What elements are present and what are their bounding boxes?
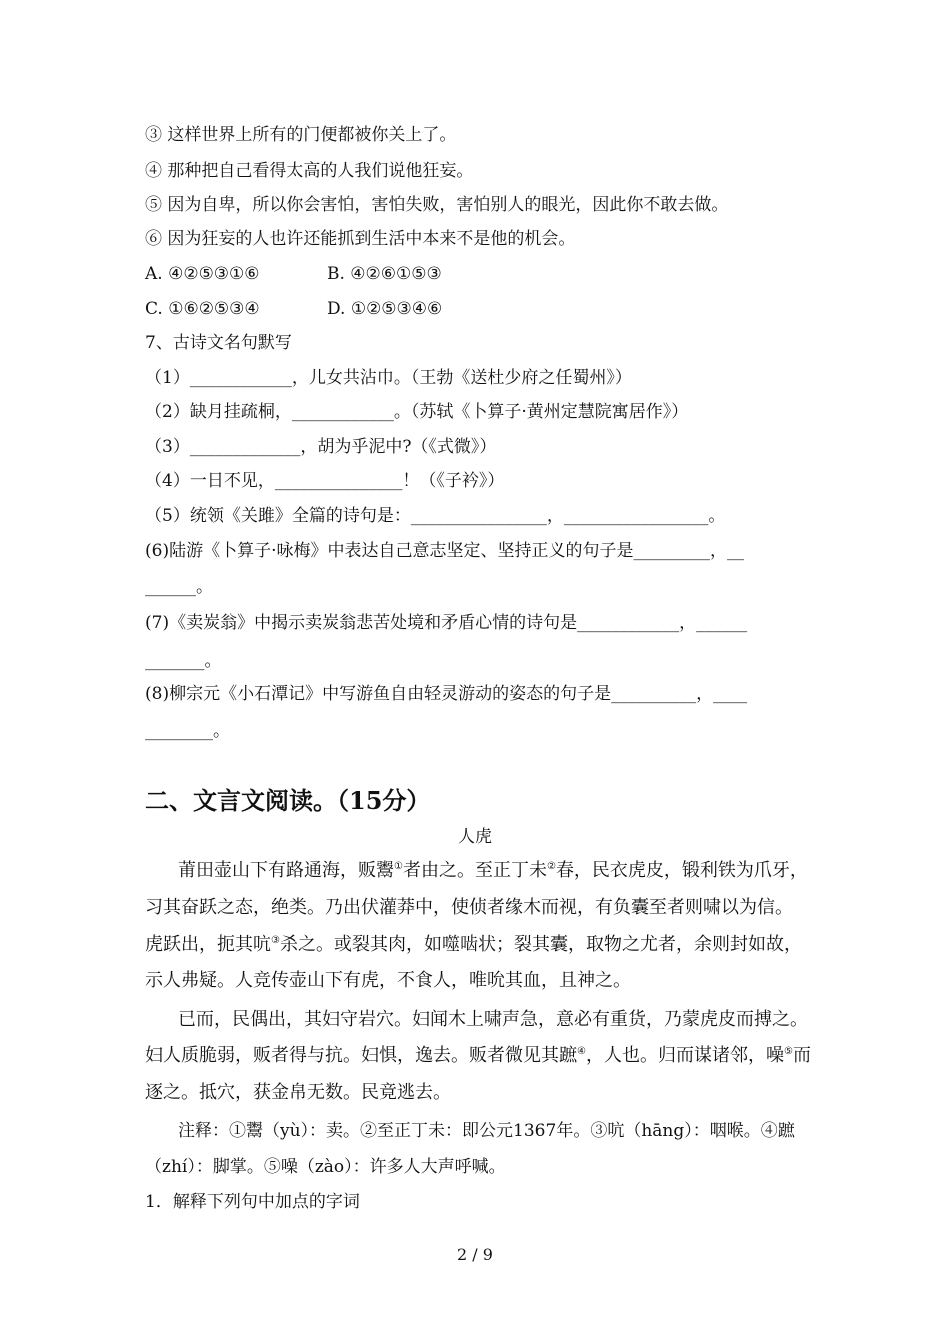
passage-p2-line-1: 已而，民偶出，其妇守岩穴。妇闻木上啸声急，意必有重货，乃蒙虎皮而搏之。 — [178, 1009, 808, 1030]
q7-item-7-cont: _______。 — [145, 651, 222, 671]
q7-item-8: (8)柳宗元《小石潭记》中写游鱼自由轻灵游动的姿态的句子是__________，____ — [145, 684, 748, 704]
q7-item-3: （3）_____________，胡为乎泥中?（《式微》） — [145, 437, 497, 457]
footnote-marker: ③ — [271, 935, 280, 946]
passage-p2-line-2: 妇人质脆弱，贩者得与抗。妇惧，逸去。贩者微见其蹠④，人也。归而谋诸邻，噪⑤而 — [145, 1045, 811, 1066]
footnote-marker: ② — [546, 861, 556, 872]
notes-line-2: （zhí）：脚掌。⑤噪（zào）：许多人大声呼喊。 — [145, 1157, 506, 1177]
options-row-2 — [145, 298, 442, 320]
notes-line-1: 注释：①鬻（yù）：卖。②至正丁未：即公元1367年。③吭（hāng）：咽喉。④蹠 — [178, 1121, 795, 1141]
option-c: C. ①⑥②⑤③④ — [145, 299, 260, 319]
option-d: D. ①②⑤③④⑥ — [327, 299, 443, 319]
question-1: 1．解释下列句中加点的字词 — [145, 1192, 360, 1212]
page-number: 2 / 9 — [457, 1245, 493, 1264]
q7-item-6-cont: ______。 — [145, 577, 213, 597]
section-2-heading: 二、文言文阅读。（15分） — [145, 786, 431, 815]
sentence-5: ⑤ 因为自卑，所以你会害怕，害怕失败，害怕别人的眼光，因此你不敢去做。 — [145, 195, 729, 215]
footnote-marker: ① — [394, 861, 403, 872]
options-row-1 — [145, 263, 442, 285]
passage-p1-line-3: 虎跃出，扼其吭③杀之。或裂其肉，如噬啮状；裂其囊，取物之尤者，余则封如故， — [145, 934, 802, 955]
sentence-4: ④ 那种把自己看得太高的人我们说他狂妄。 — [145, 161, 474, 181]
passage-title: 人虎 — [458, 827, 492, 847]
question-7-title: 7、古诗文名句默写 — [145, 333, 292, 353]
passage-p1-line-1: 莆田壶山下有路通海，贩鬻①者由之。至正丁未②春，民衣虎皮，锻利铁为爪牙， — [178, 860, 808, 881]
sentence-6: ⑥ 因为狂妄的人也许还能抓到生活中本来不是他的机会。 — [145, 229, 576, 249]
footnote-marker: ④ — [577, 1046, 586, 1057]
option-b: B. ④②⑥①⑤③ — [327, 264, 442, 284]
passage-p1-line-4: 示人弗疑。人竞传壶山下有虎，不食人，唯吮其血，且神之。 — [145, 970, 631, 991]
q7-item-4: （4）一日不见，_______________！（《子衿》） — [145, 471, 505, 491]
q7-item-7: (7)《卖炭翁》中揭示卖炭翁悲苦处境和矛盾心情的诗句是____________，______ — [145, 613, 748, 633]
sentence-3: ③ 这样世界上所有的门便都被你关上了。 — [145, 125, 457, 145]
q7-item-5: （5）统领《关雎》全篇的诗句是：________________，_________________。 — [145, 506, 726, 526]
q7-item-1: （1）____________，儿女共沾巾。（王勃《送杜少府之任蜀州》） — [145, 368, 632, 388]
q7-item-8-cont: ________。 — [145, 721, 230, 741]
passage-p1-line-2: 习其奋跃之态，绝类。乃出伏灌莽中，使侦者缘木而视，有负囊至者则啸以为信。 — [145, 897, 793, 918]
q7-item-2: （2）缺月挂疏桐，____________。（苏轼《卜算子·黄州定慧院寓居作》） — [145, 402, 689, 422]
footnote-marker: ⑤ — [783, 1046, 793, 1057]
option-a: A. ④②⑤③①⑥ — [145, 264, 260, 284]
q7-item-6: (6)陆游《卜算子·咏梅》中表达自己意志坚定、坚持正义的句子是_________，__ — [145, 541, 744, 561]
passage-p2-line-3: 逐之。抵穴，获金帛无数。民竟逃去。 — [145, 1082, 451, 1103]
